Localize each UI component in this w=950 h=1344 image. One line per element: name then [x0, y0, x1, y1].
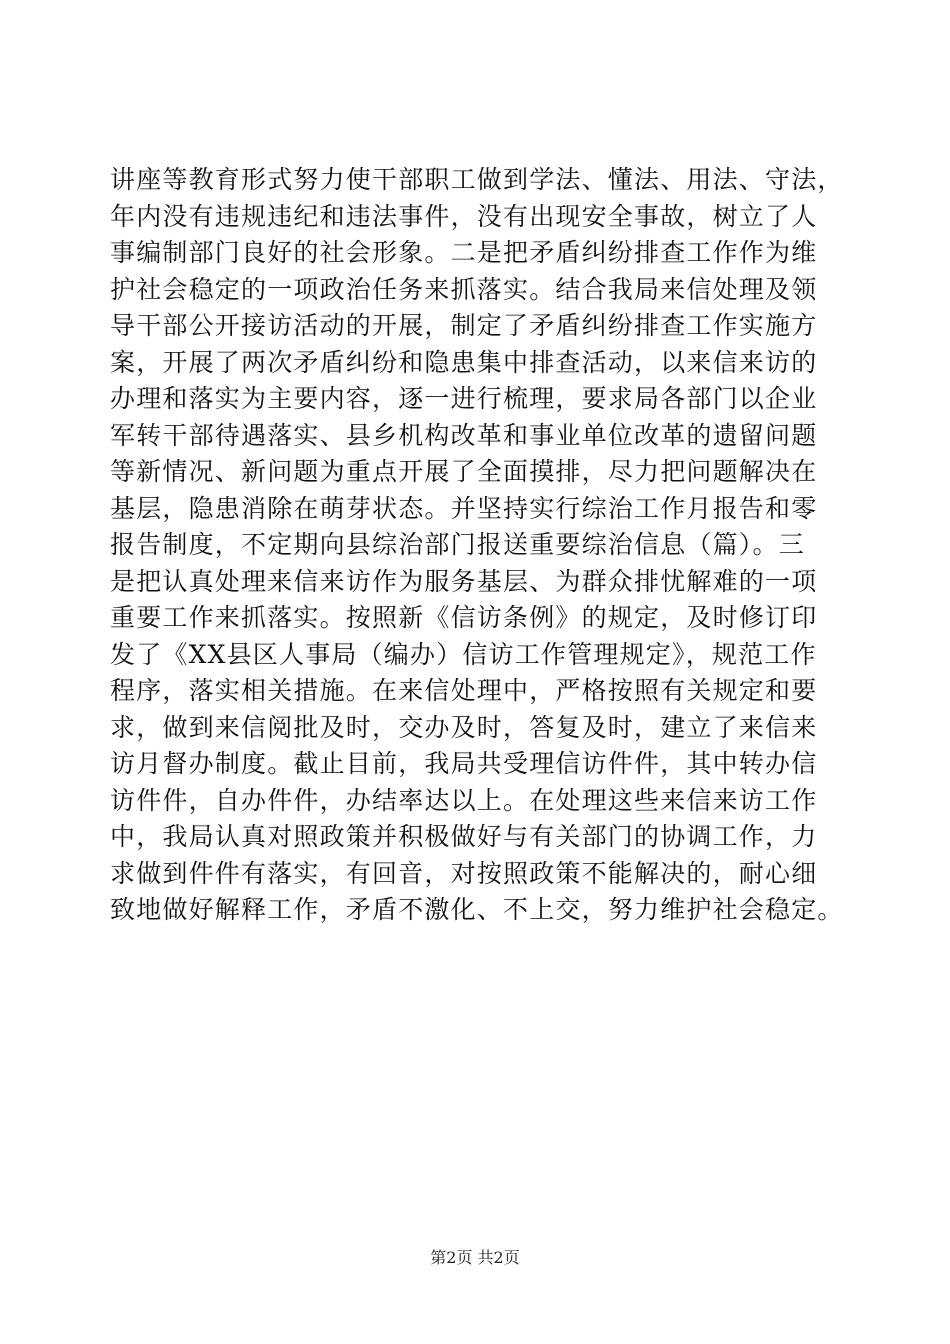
text-line: 军转干部待遇落实、县乡机构改革和事业单位改革的遗留问题 [110, 420, 818, 450]
text-line: 发了《XX县区人事局（编办）信访工作管理规定》，规范工作 [110, 639, 817, 669]
text-line: 事编制部门良好的社会形象。二是把矛盾纠纷排查工作作为维 [110, 238, 818, 267]
page-number: 第2页 共2页 [430, 1248, 520, 1267]
text-line: 报告制度，不定期向县综治部门报送重要综治信息（篇）。三 [110, 530, 805, 559]
text-line: 是把认真处理来信来访作为服务基层、为群众排忧解难的一项 [110, 566, 818, 596]
text-line: 访件件，自办件件，办结率达以上。在处理这些来信来访工作 [110, 785, 818, 815]
text-line: 案，开展了两次矛盾纠纷和隐患集中排查活动，以来信来访的 [110, 347, 818, 377]
text-line: 护社会稳定的一项政治任务来抓落实。结合我局来信处理及领 [110, 274, 818, 304]
text-line: 访月督办制度。截止目前，我局共受理信访件件，其中转办信 [110, 749, 818, 778]
text-line: 求做到件件有落实，有回音，对按照政策不能解决的，耐心细 [110, 858, 818, 888]
body-paragraph [110, 162, 860, 929]
text-line: 年内没有违规违纪和违法事件，没有出现安全事故，树立了人 [110, 201, 818, 231]
text-line: 导干部公开接访活动的开展，制定了矛盾纠纷排查工作实施方 [110, 311, 818, 340]
text-line: 基层，隐患消除在萌芽状态。并坚持实行综治工作月报告和零 [110, 493, 818, 523]
text-line: 讲座等教育形式努力使干部职工做到学法、懂法、用法、守法， [110, 165, 844, 194]
text-line: 办理和落实为主要内容，逐一进行梳理，要求局各部门以企业 [110, 384, 818, 413]
text-line: 等新情况、新问题为重点开展了全面摸排，尽力把问题解决在 [110, 457, 818, 486]
text-line: 程序，落实相关措施。在来信处理中，严格按照有关规定和要 [110, 676, 818, 705]
text-line: 致地做好解释工作，矛盾不激化、不上交，努力维护社会稳定。 [110, 895, 844, 924]
page-footer [0, 1245, 950, 1268]
text-line: 中，我局认真对照政策并积极做好与有关部门的协调工作，力 [110, 822, 818, 851]
text-line: 重要工作来抓落实。按照新《信访条例》的规定，及时修订印 [110, 603, 818, 632]
text-line: 求，做到来信阅批及时，交办及时，答复及时，建立了来信来 [110, 712, 818, 742]
